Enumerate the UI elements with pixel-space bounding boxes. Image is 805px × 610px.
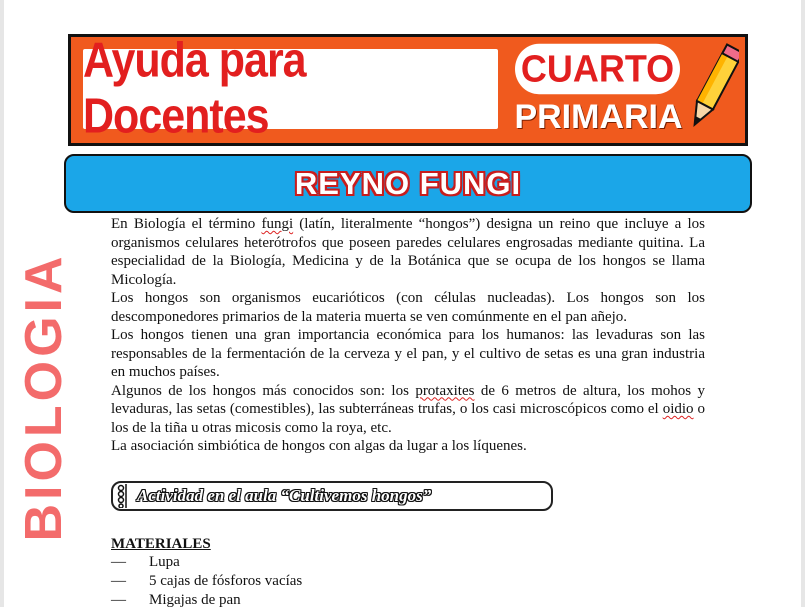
list-dash: — — [111, 554, 126, 570]
subject-label-wrap — [15, 232, 73, 562]
brand-box — [83, 32, 498, 145]
notebook-spiral-icon — [115, 484, 131, 508]
body-text — [111, 215, 705, 456]
list-item-text: Migajas de pan — [149, 592, 241, 608]
paragraph-4 — [111, 382, 705, 438]
paragraph-1 — [111, 215, 705, 289]
text-run: Algunos de los hongos más conocidos son: los — [111, 382, 416, 399]
topic-bar — [64, 154, 752, 213]
subject-label: BIOLOGIA — [15, 252, 73, 542]
text-run: de 6 metros de altura, los mohos y levaduras, las setas (comestibles), las subterráneas trufas, o los casi microscópicos como el — [111, 382, 705, 417]
grade-badge — [511, 41, 686, 137]
activity-banner — [111, 481, 553, 511]
list-dash: — — [111, 592, 126, 608]
paragraph-5: La asociación simbiótica de hongos con algas da lugar a los líquenes. — [111, 438, 527, 454]
materials-list — [111, 553, 511, 610]
page-edge-left — [0, 0, 4, 607]
brand-title: Ayuda para Docentes — [83, 32, 306, 145]
list-item-text: 5 cajas de fósforos vacías — [149, 573, 303, 589]
topic-title: REYNO FUNGI — [294, 165, 522, 201]
text-run: o los de la tiña u otras micosis como la roya, etc. — [111, 401, 705, 436]
spellcheck-word: protaxites — [415, 382, 475, 399]
text-run: En Biología el término — [111, 216, 262, 232]
activity-title: Actividad en el aula “Cultivemos hongos” — [137, 486, 432, 505]
spellcheck-word: fungi — [261, 216, 294, 232]
list-item-text: Lupa — [149, 554, 180, 570]
pencil-icon — [685, 43, 739, 141]
paragraph-2: Los hongos son organismos eucarióticos (con células nucleadas). Los hongos son los descomponedores primarios de la materia muerta se ven comúnmente en el pan añejo. — [111, 290, 705, 325]
page-edge-right — [801, 0, 805, 607]
header-banner — [68, 34, 748, 146]
materials-heading: MATERIALES — [111, 536, 211, 552]
list-item — [111, 572, 511, 591]
list-dash: — — [111, 573, 126, 589]
text-run: (latín, literalmente “hongos”) designa un reino que incluye a los organismos celulares heterótrofos que poseen paredes celulares engrosadas mediante quitina. La especialidad de la Biología, Medicina y de la Botánica que se ocupa de los hongos se llama Micología. — [111, 216, 706, 288]
list-item — [111, 553, 511, 572]
paragraph-3: Los hongos tienen una gran importancia económica para los humanos: las levaduras son las responsables de la fermentación de la cerveza y el pan, y el cultivo de setas es una gran industria en muchos países. — [111, 327, 705, 380]
list-item — [111, 591, 511, 610]
grade-line1: CUARTO — [515, 44, 680, 94]
grade-line2: PRIMARIA — [514, 97, 683, 136]
spellcheck-word: oidio — [662, 401, 694, 417]
